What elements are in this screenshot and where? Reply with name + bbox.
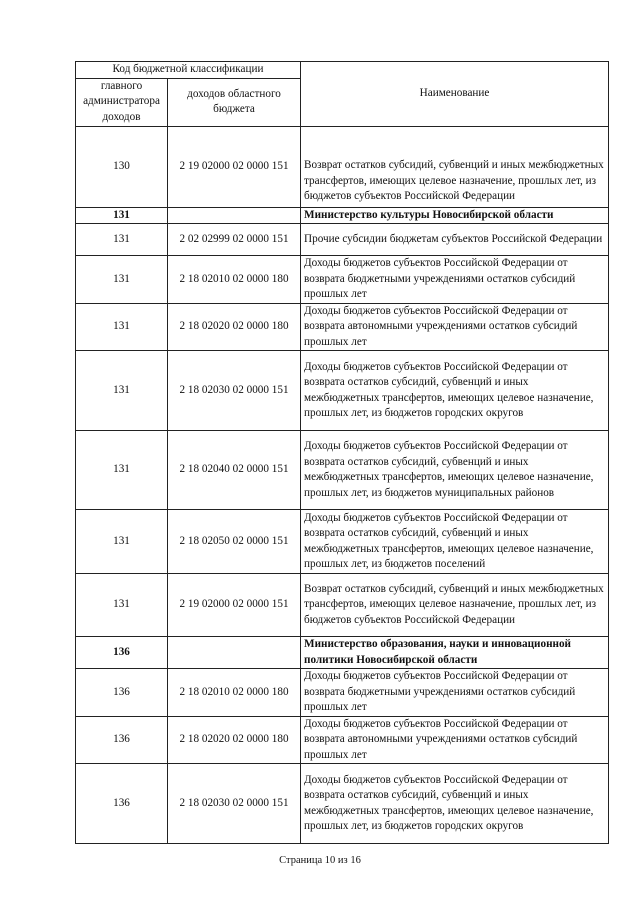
- income-code-cell: 2 19 02000 02 0000 151: [168, 126, 301, 207]
- admin-code-cell: 136: [76, 637, 168, 669]
- income-code-cell: 2 18 02040 02 0000 151: [168, 431, 301, 510]
- header-row: [76, 62, 609, 79]
- income-code-cell: 2 18 02050 02 0000 151: [168, 510, 301, 574]
- table-row: [76, 716, 609, 764]
- page-number: Страница 10 из 16: [279, 855, 361, 866]
- table-row-section: [76, 637, 609, 669]
- name-cell: Доходы бюджетов субъектов Российской Федерации от возврата остатков субсидий, субвенций и иных межбюджетных трансфертов, имеющих целевое назначение, прошлых лет, из бюджетов городских округов: [301, 764, 609, 844]
- income-code-cell: 2 18 02020 02 0000 180: [168, 303, 301, 351]
- name-cell: Возврат остатков субсидий, субвенций и иных межбюджетных трансфертов, имеющих целевое назначение, прошлых лет, из бюджетов субъектов Российской Федерации: [301, 126, 609, 207]
- table-row: [76, 126, 609, 207]
- table-row: [76, 574, 609, 637]
- name-cell: Доходы бюджетов субъектов Российской Федерации от возврата автономными учреждениями остатков субсидий прошлых лет: [301, 303, 609, 351]
- admin-code-cell: 136: [76, 764, 168, 844]
- table-row: [76, 256, 609, 304]
- admin-code-cell: 131: [76, 510, 168, 574]
- admin-code-cell: 131: [76, 431, 168, 510]
- admin-code-cell: 131: [76, 351, 168, 431]
- name-cell: Возврат остатков субсидий, субвенций и иных межбюджетных трансфертов, имеющих целевое назначение, прошлых лет, из бюджетов субъектов Российской Федерации: [301, 574, 609, 637]
- name-cell: Министерство образования, науки и инновационной политики Новосибирской области: [301, 637, 609, 669]
- income-code-cell: 2 18 02030 02 0000 151: [168, 764, 301, 844]
- income-code-cell: 2 18 02030 02 0000 151: [168, 351, 301, 431]
- admin-code-cell: 131: [76, 303, 168, 351]
- table-row: [76, 764, 609, 844]
- income-code-cell: [168, 637, 301, 669]
- income-code-cell: 2 19 02000 02 0000 151: [168, 574, 301, 637]
- admin-code-cell: 136: [76, 716, 168, 764]
- header-group-cell: Код бюджетной классификации: [76, 62, 301, 79]
- name-cell: Доходы бюджетов субъектов Российской Федерации от возврата бюджетными учреждениями остатков субсидий прошлых лет: [301, 256, 609, 304]
- admin-code-cell: 131: [76, 574, 168, 637]
- name-cell: Прочие субсидии бюджетам субъектов Российской Федерации: [301, 224, 609, 256]
- header-admin-cell: главного администратора доходов: [76, 78, 168, 126]
- income-code-cell: 2 02 02999 02 0000 151: [168, 224, 301, 256]
- table-row: [76, 431, 609, 510]
- admin-code-cell: 131: [76, 224, 168, 256]
- table-row-section: [76, 207, 609, 224]
- table-row: [76, 669, 609, 717]
- name-cell: Доходы бюджетов субъектов Российской Федерации от возврата автономными учреждениями остатков субсидий прошлых лет: [301, 716, 609, 764]
- header-name-cell: Наименование: [301, 62, 609, 127]
- income-code-cell: 2 18 02010 02 0000 180: [168, 669, 301, 717]
- budget-classification-table: [75, 61, 609, 844]
- admin-code-cell: 136: [76, 669, 168, 717]
- name-cell: Доходы бюджетов субъектов Российской Федерации от возврата остатков субсидий, субвенций и иных межбюджетных трансфертов, имеющих целевое назначение, прошлых лет, из бюджетов муниципальных районов: [301, 431, 609, 510]
- name-cell: Доходы бюджетов субъектов Российской Федерации от возврата остатков субсидий, субвенций и иных межбюджетных трансфертов, имеющих целевое назначение, прошлых лет, из бюджетов поселений: [301, 510, 609, 574]
- income-code-cell: [168, 207, 301, 224]
- admin-code-cell: 131: [76, 207, 168, 224]
- table-row: [76, 303, 609, 351]
- table-row: [76, 351, 609, 431]
- name-cell: Министерство культуры Новосибирской области: [301, 207, 609, 224]
- table-row: [76, 224, 609, 256]
- table-row: [76, 510, 609, 574]
- name-cell: Доходы бюджетов субъектов Российской Федерации от возврата бюджетными учреждениями остатков субсидий прошлых лет: [301, 669, 609, 717]
- header-income-cell: доходов областного бюджета: [168, 78, 301, 126]
- income-code-cell: 2 18 02010 02 0000 180: [168, 256, 301, 304]
- admin-code-cell: 130: [76, 126, 168, 207]
- income-code-cell: 2 18 02020 02 0000 180: [168, 716, 301, 764]
- name-cell: Доходы бюджетов субъектов Российской Федерации от возврата остатков субсидий, субвенций и иных межбюджетных трансфертов, имеющих целевое назначение, прошлых лет, из бюджетов городских округов: [301, 351, 609, 431]
- admin-code-cell: 131: [76, 256, 168, 304]
